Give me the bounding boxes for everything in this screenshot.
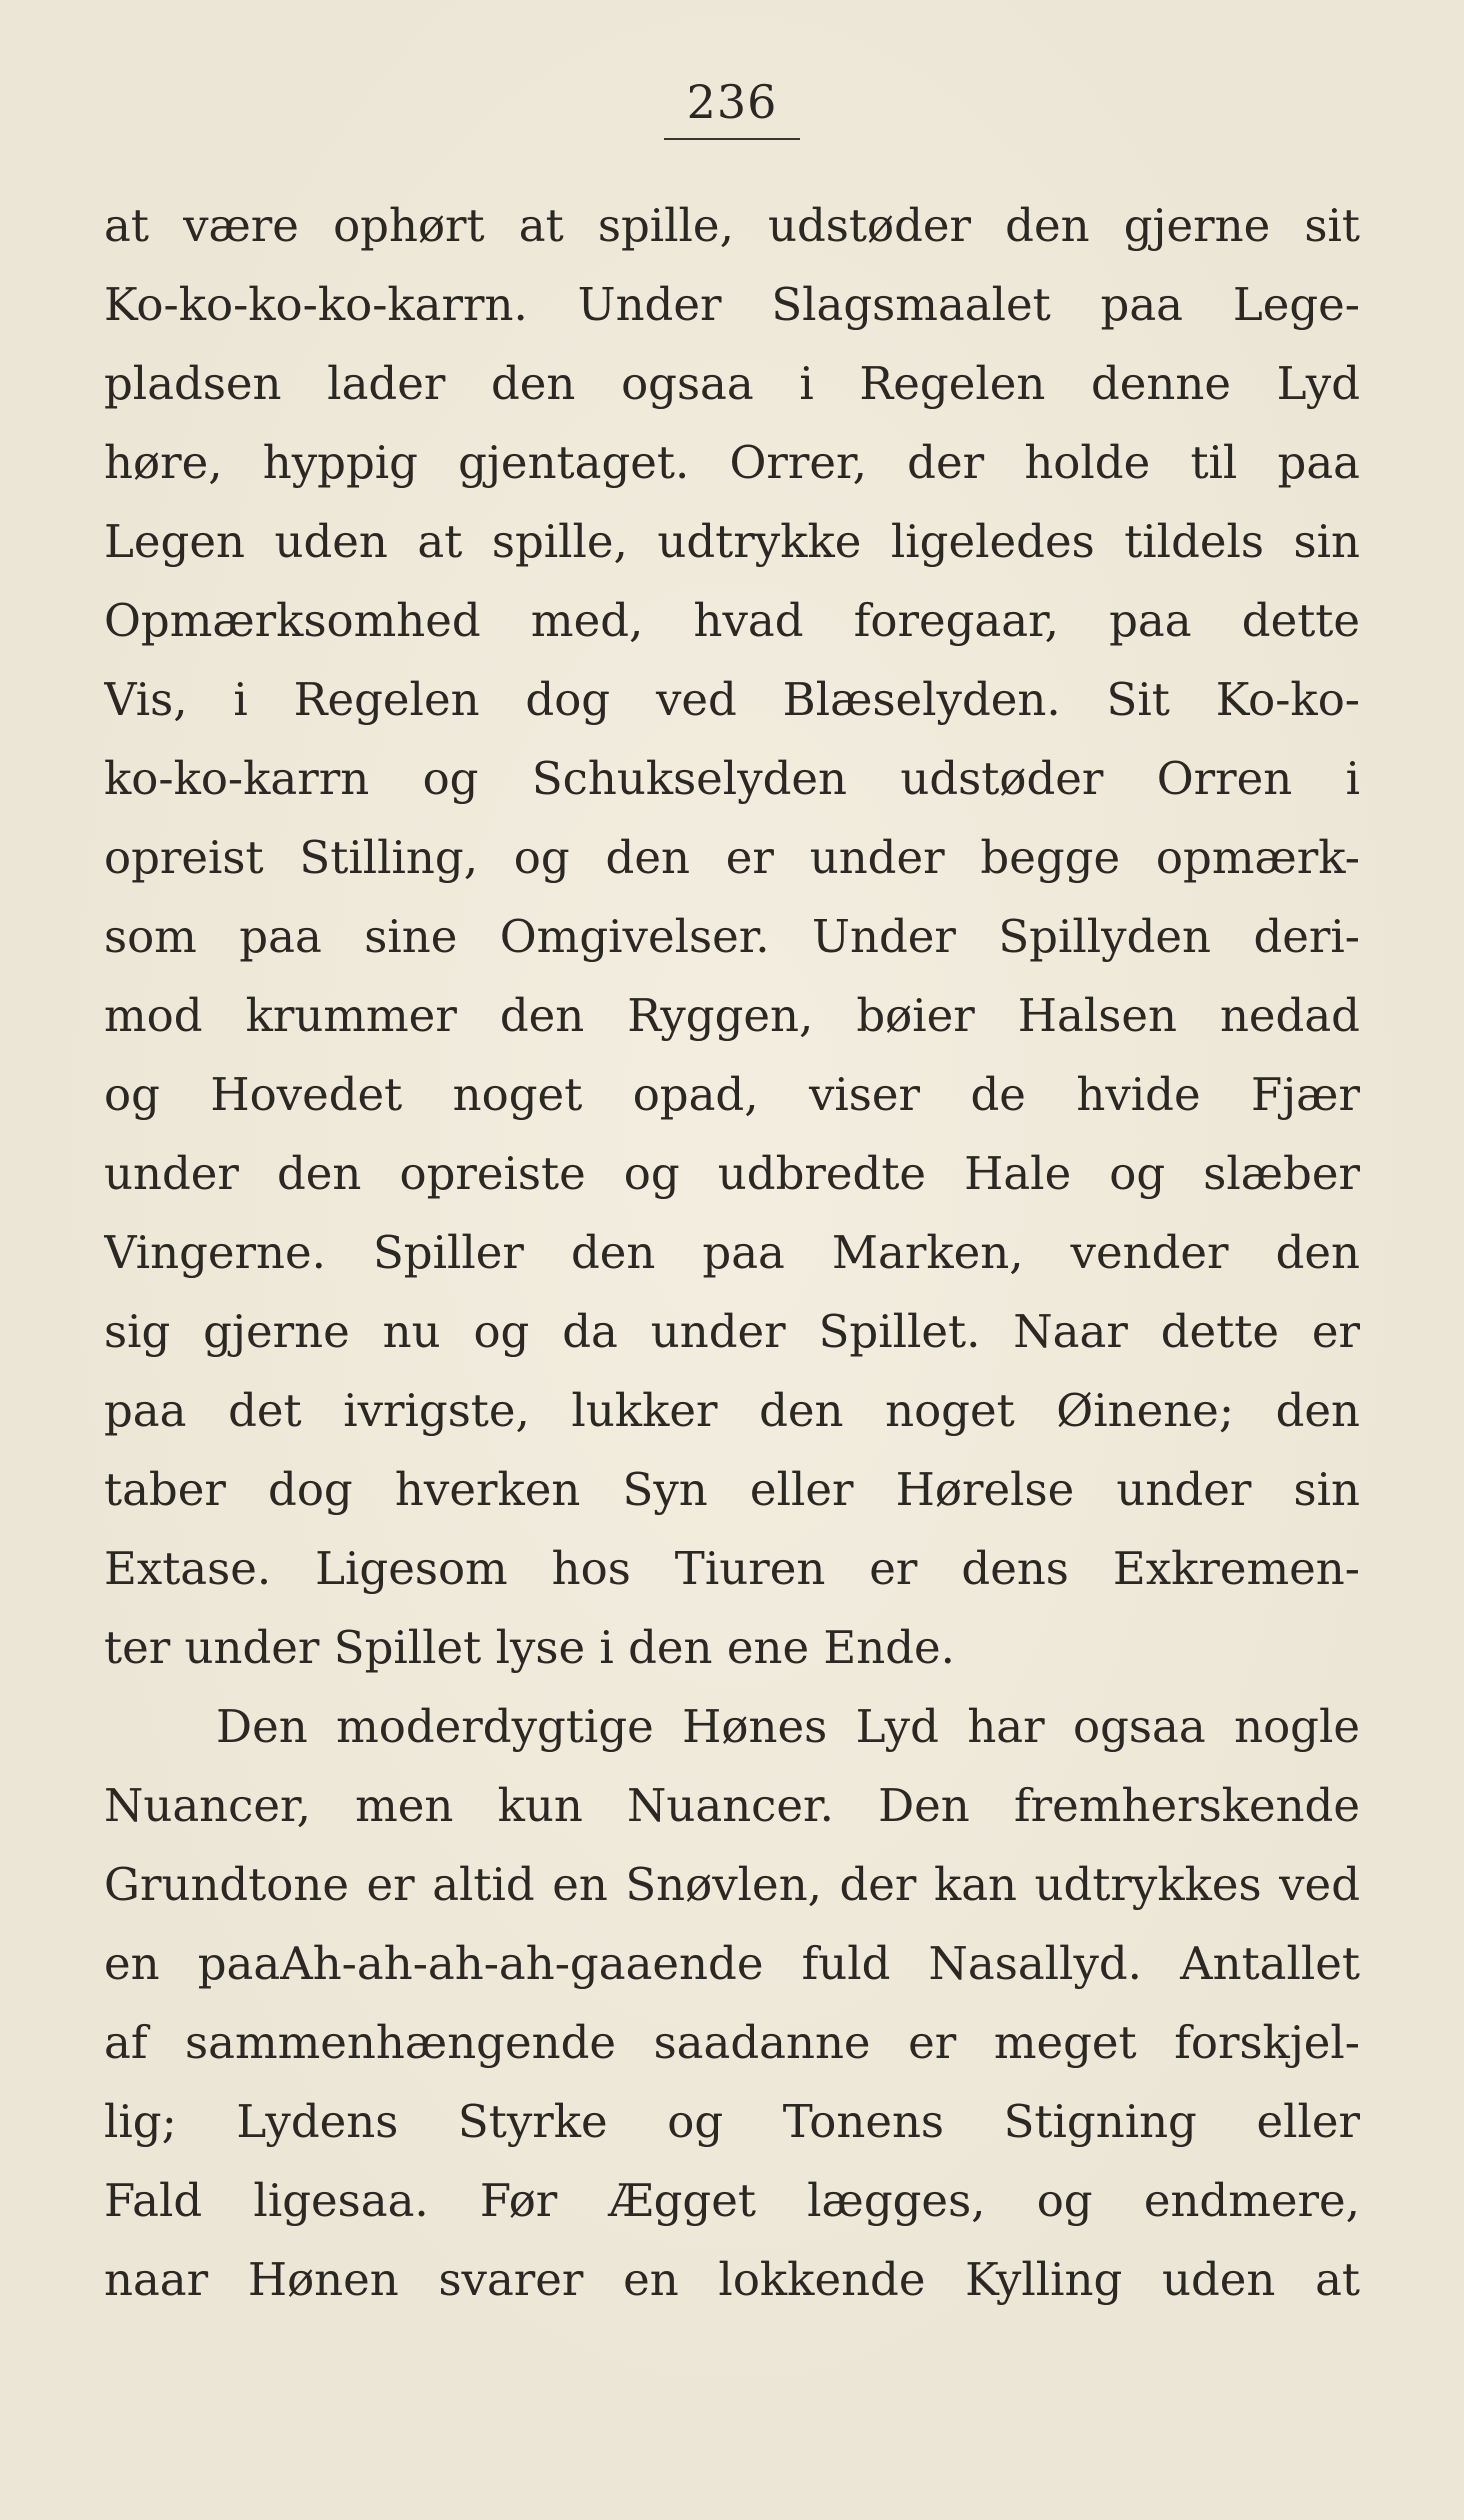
text-line: og Hovedet noget opad, viser de hvide Fjær [104, 1068, 1360, 1121]
text-line: mod krummer den Ryggen, bøier Halsen nedad [104, 989, 1360, 1042]
page-number-rule [664, 138, 800, 140]
text-line: af sammenhængende saadanne er meget forskjel- [104, 2016, 1360, 2069]
text-line: naar Hønen svarer en lokkende Kylling uden at [104, 2253, 1360, 2306]
text-line: ko-ko-karrn og Schukselyden udstøder Orren i [104, 752, 1360, 805]
text-line: Ko-ko-ko-ko-karrn. Under Slagsmaalet paa Lege- [104, 278, 1360, 331]
text-line: Legen uden at spille, udtrykke ligeledes tildels sin [104, 515, 1360, 568]
text-line: ter under Spillet lyse i den ene Ende. [104, 1621, 955, 1674]
text-line: Vingerne. Spiller den paa Marken, vender den [104, 1226, 1360, 1279]
text-line: at være ophørt at spille, udstøder den gjerne sit [104, 199, 1360, 252]
text-line: Vis, i Regelen dog ved Blæselyden. Sit Ko-ko- [104, 673, 1360, 726]
text-line: Opmærksomhed med, hvad foregaar, paa dette [104, 594, 1360, 647]
text-line: Nuancer, men kun Nuancer. Den fremherskende [104, 1779, 1360, 1832]
text-line: Grundtone er altid en Snøvlen, der kan udtrykkes ved [104, 1858, 1360, 1911]
text-line: Den moderdygtige Hønes Lyd har ogsaa nogle [216, 1700, 1360, 1753]
text-line: sig gjerne nu og da under Spillet. Naar dette er [104, 1305, 1360, 1358]
text-line: lig; Lydens Styrke og Tonens Stigning eller [104, 2095, 1360, 2148]
text-line: under den opreiste og udbredte Hale og slæber [104, 1147, 1360, 1200]
text-line: pladsen lader den ogsaa i Regelen denne Lyd [104, 357, 1360, 410]
text-line: en paaAh-ah-ah-ah-gaaende fuld Nasallyd. Antallet [104, 1937, 1360, 1990]
text-line: Fald ligesaa. Før Ægget lægges, og endmere, [104, 2174, 1360, 2227]
text-line: høre, hyppig gjentaget. Orrer, der holde til paa [104, 436, 1360, 489]
page-number: 236 [686, 75, 778, 129]
text-line: som paa sine Omgivelser. Under Spillyden deri- [104, 910, 1360, 963]
text-line: taber dog hverken Syn eller Hørelse under sin [104, 1463, 1360, 1516]
text-line: paa det ivrigste, lukker den noget Øinene; den [104, 1384, 1360, 1437]
text-line: opreist Stilling, og den er under begge opmærk- [104, 831, 1360, 884]
text-line: Extase. Ligesom hos Tiuren er dens Exkremen- [104, 1542, 1360, 1595]
